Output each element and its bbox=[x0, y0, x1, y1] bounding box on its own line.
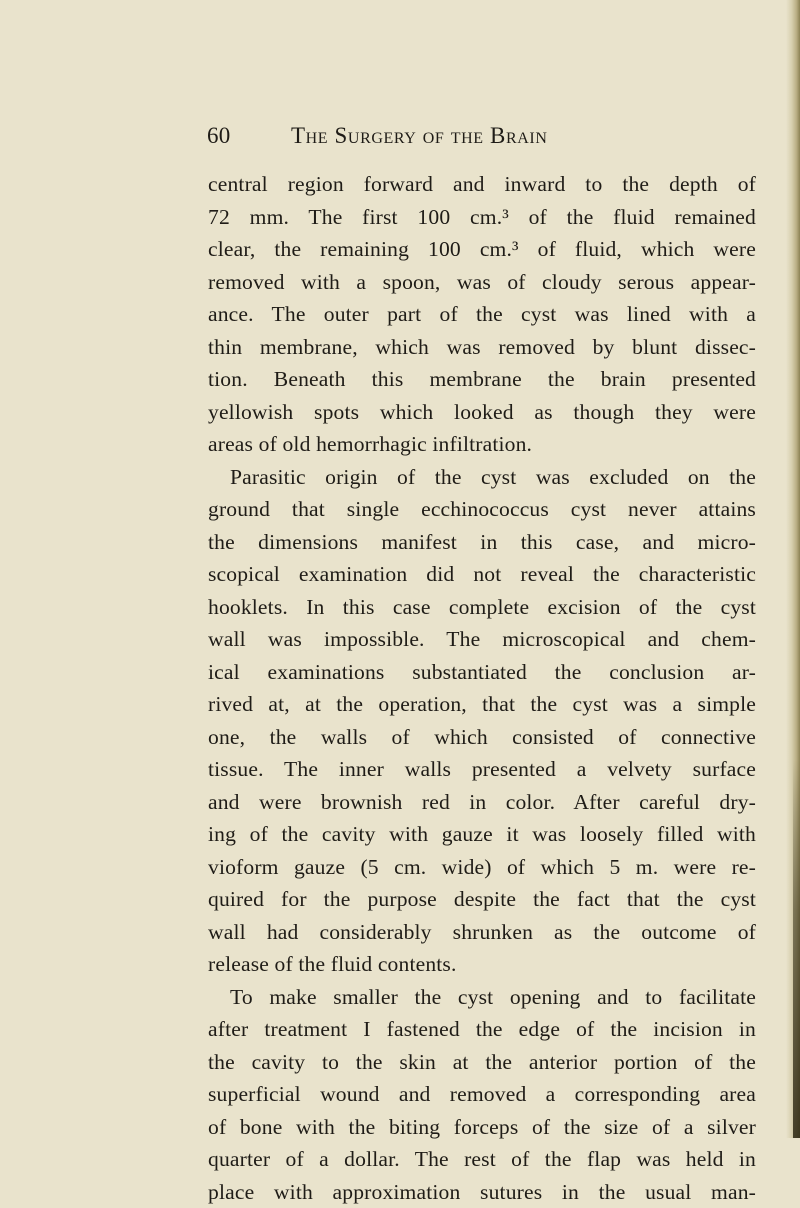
text-line: 72 mm. The first 100 cm.³ of the fluid remained bbox=[208, 201, 756, 234]
text-line: rived at, at the operation, that the cyst was a simple bbox=[208, 688, 756, 721]
text-line: superficial wound and removed a corresponding area bbox=[208, 1078, 756, 1111]
text-line: ical examinations substantiated the conclusion ar- bbox=[208, 656, 756, 689]
text-line: quired for the purpose despite the fact that the cyst bbox=[208, 883, 756, 916]
text-line: clear, the remaining 100 cm.³ of fluid, which were bbox=[208, 233, 756, 266]
text-line: central region forward and inward to the depth of bbox=[208, 168, 756, 201]
text-line: quarter of a dollar. The rest of the flap was held in bbox=[208, 1143, 756, 1176]
text-line: ance. The outer part of the cyst was lined with a bbox=[208, 298, 756, 331]
text-line: after treatment I fastened the edge of the incision in bbox=[208, 1013, 756, 1046]
text-line: wall was impossible. The microscopical and chem- bbox=[208, 623, 756, 656]
running-header bbox=[207, 121, 767, 151]
text-line: ground that single ecchinococcus cyst never attains bbox=[208, 493, 756, 526]
page-number: 60 bbox=[207, 121, 291, 151]
text-line: place with approximation sutures in the usual man- bbox=[208, 1176, 756, 1208]
text-line: yellowish spots which looked as though they were bbox=[208, 396, 756, 429]
paragraph-end-line: release of the fluid contents. bbox=[208, 948, 756, 981]
paragraph-start-line: To make smaller the cyst opening and to facilitate bbox=[208, 981, 756, 1014]
text-line: vioform gauze (5 cm. wide) of which 5 m. were re- bbox=[208, 851, 756, 884]
text-line: tissue. The inner walls presented a velvety surface bbox=[208, 753, 756, 786]
text-line: one, the walls of which consisted of connective bbox=[208, 721, 756, 754]
text-line: scopical examination did not reveal the characteristic bbox=[208, 558, 756, 591]
body-text bbox=[208, 168, 756, 1208]
page-edge-shadow bbox=[793, 760, 800, 1138]
paragraph-end-line: areas of old hemorrhagic infiltration. bbox=[208, 428, 756, 461]
text-line: thin membrane, which was removed by blunt dissec- bbox=[208, 331, 756, 364]
text-line: of bone with the biting forceps of the size of a silver bbox=[208, 1111, 756, 1144]
text-line: the dimensions manifest in this case, and micro- bbox=[208, 526, 756, 559]
text-line: the cavity to the skin at the anterior portion of the bbox=[208, 1046, 756, 1079]
text-line: ing of the cavity with gauze it was loosely filled with bbox=[208, 818, 756, 851]
text-line: wall had considerably shrunken as the outcome of bbox=[208, 916, 756, 949]
paragraph-start-line: Parasitic origin of the cyst was excluded on the bbox=[208, 461, 756, 494]
text-line: tion. Beneath this membrane the brain presented bbox=[208, 363, 756, 396]
text-line: removed with a spoon, was of cloudy serous appear- bbox=[208, 266, 756, 299]
text-line: hooklets. In this case complete excision of the cyst bbox=[208, 591, 756, 624]
text-line: and were brownish red in color. After careful dry- bbox=[208, 786, 756, 819]
running-title: The Surgery of the Brain bbox=[291, 121, 547, 151]
